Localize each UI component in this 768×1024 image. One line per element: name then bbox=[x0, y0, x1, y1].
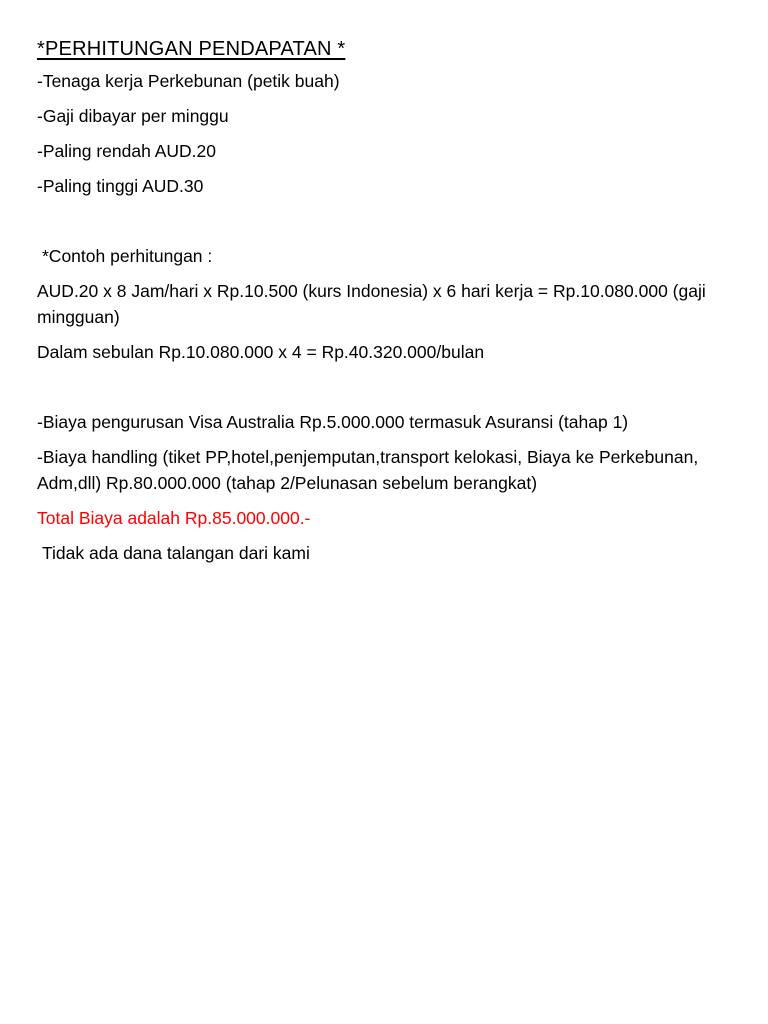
cost-visa: -Biaya pengurusan Visa Australia Rp.5.000.000 termasuk Asuransi (tahap 1) bbox=[37, 412, 629, 432]
intro-line-max-wage: -Paling tinggi AUD.30 bbox=[37, 176, 204, 196]
page-title: *PERHITUNGAN PENDAPATAN * bbox=[37, 38, 346, 60]
blank-line bbox=[37, 374, 727, 400]
document-page bbox=[37, 36, 727, 575]
cost-handling: -Biaya handling (tiket PP,hotel,penjemputan,transport kelokasi, Biaya ke Perkebunan, Adm,dll) Rp.80.000.000 (tahap 2/Pelunasan sebelum berangkat) bbox=[37, 447, 699, 493]
calc-weekly: AUD.20 x 8 Jam/hari x Rp.10.500 (kurs Indonesia) x 6 hari kerja = Rp.10.080.000 (gaji mingguan) bbox=[37, 281, 706, 327]
calc-monthly: Dalam sebulan Rp.10.080.000 x 4 = Rp.40.320.000/bulan bbox=[37, 342, 485, 362]
blank-line bbox=[37, 208, 727, 234]
example-heading: *Contoh perhitungan : bbox=[42, 246, 213, 266]
intro-line-min-wage: -Paling rendah AUD.20 bbox=[37, 141, 216, 161]
intro-line-payment: -Gaji dibayar per minggu bbox=[37, 106, 229, 126]
note-no-bailout: Tidak ada dana talangan dari kami bbox=[42, 543, 310, 563]
intro-line-job: -Tenaga kerja Perkebunan (petik buah) bbox=[37, 71, 340, 91]
total-cost: Total Biaya adalah Rp.85.000.000.- bbox=[37, 508, 311, 528]
